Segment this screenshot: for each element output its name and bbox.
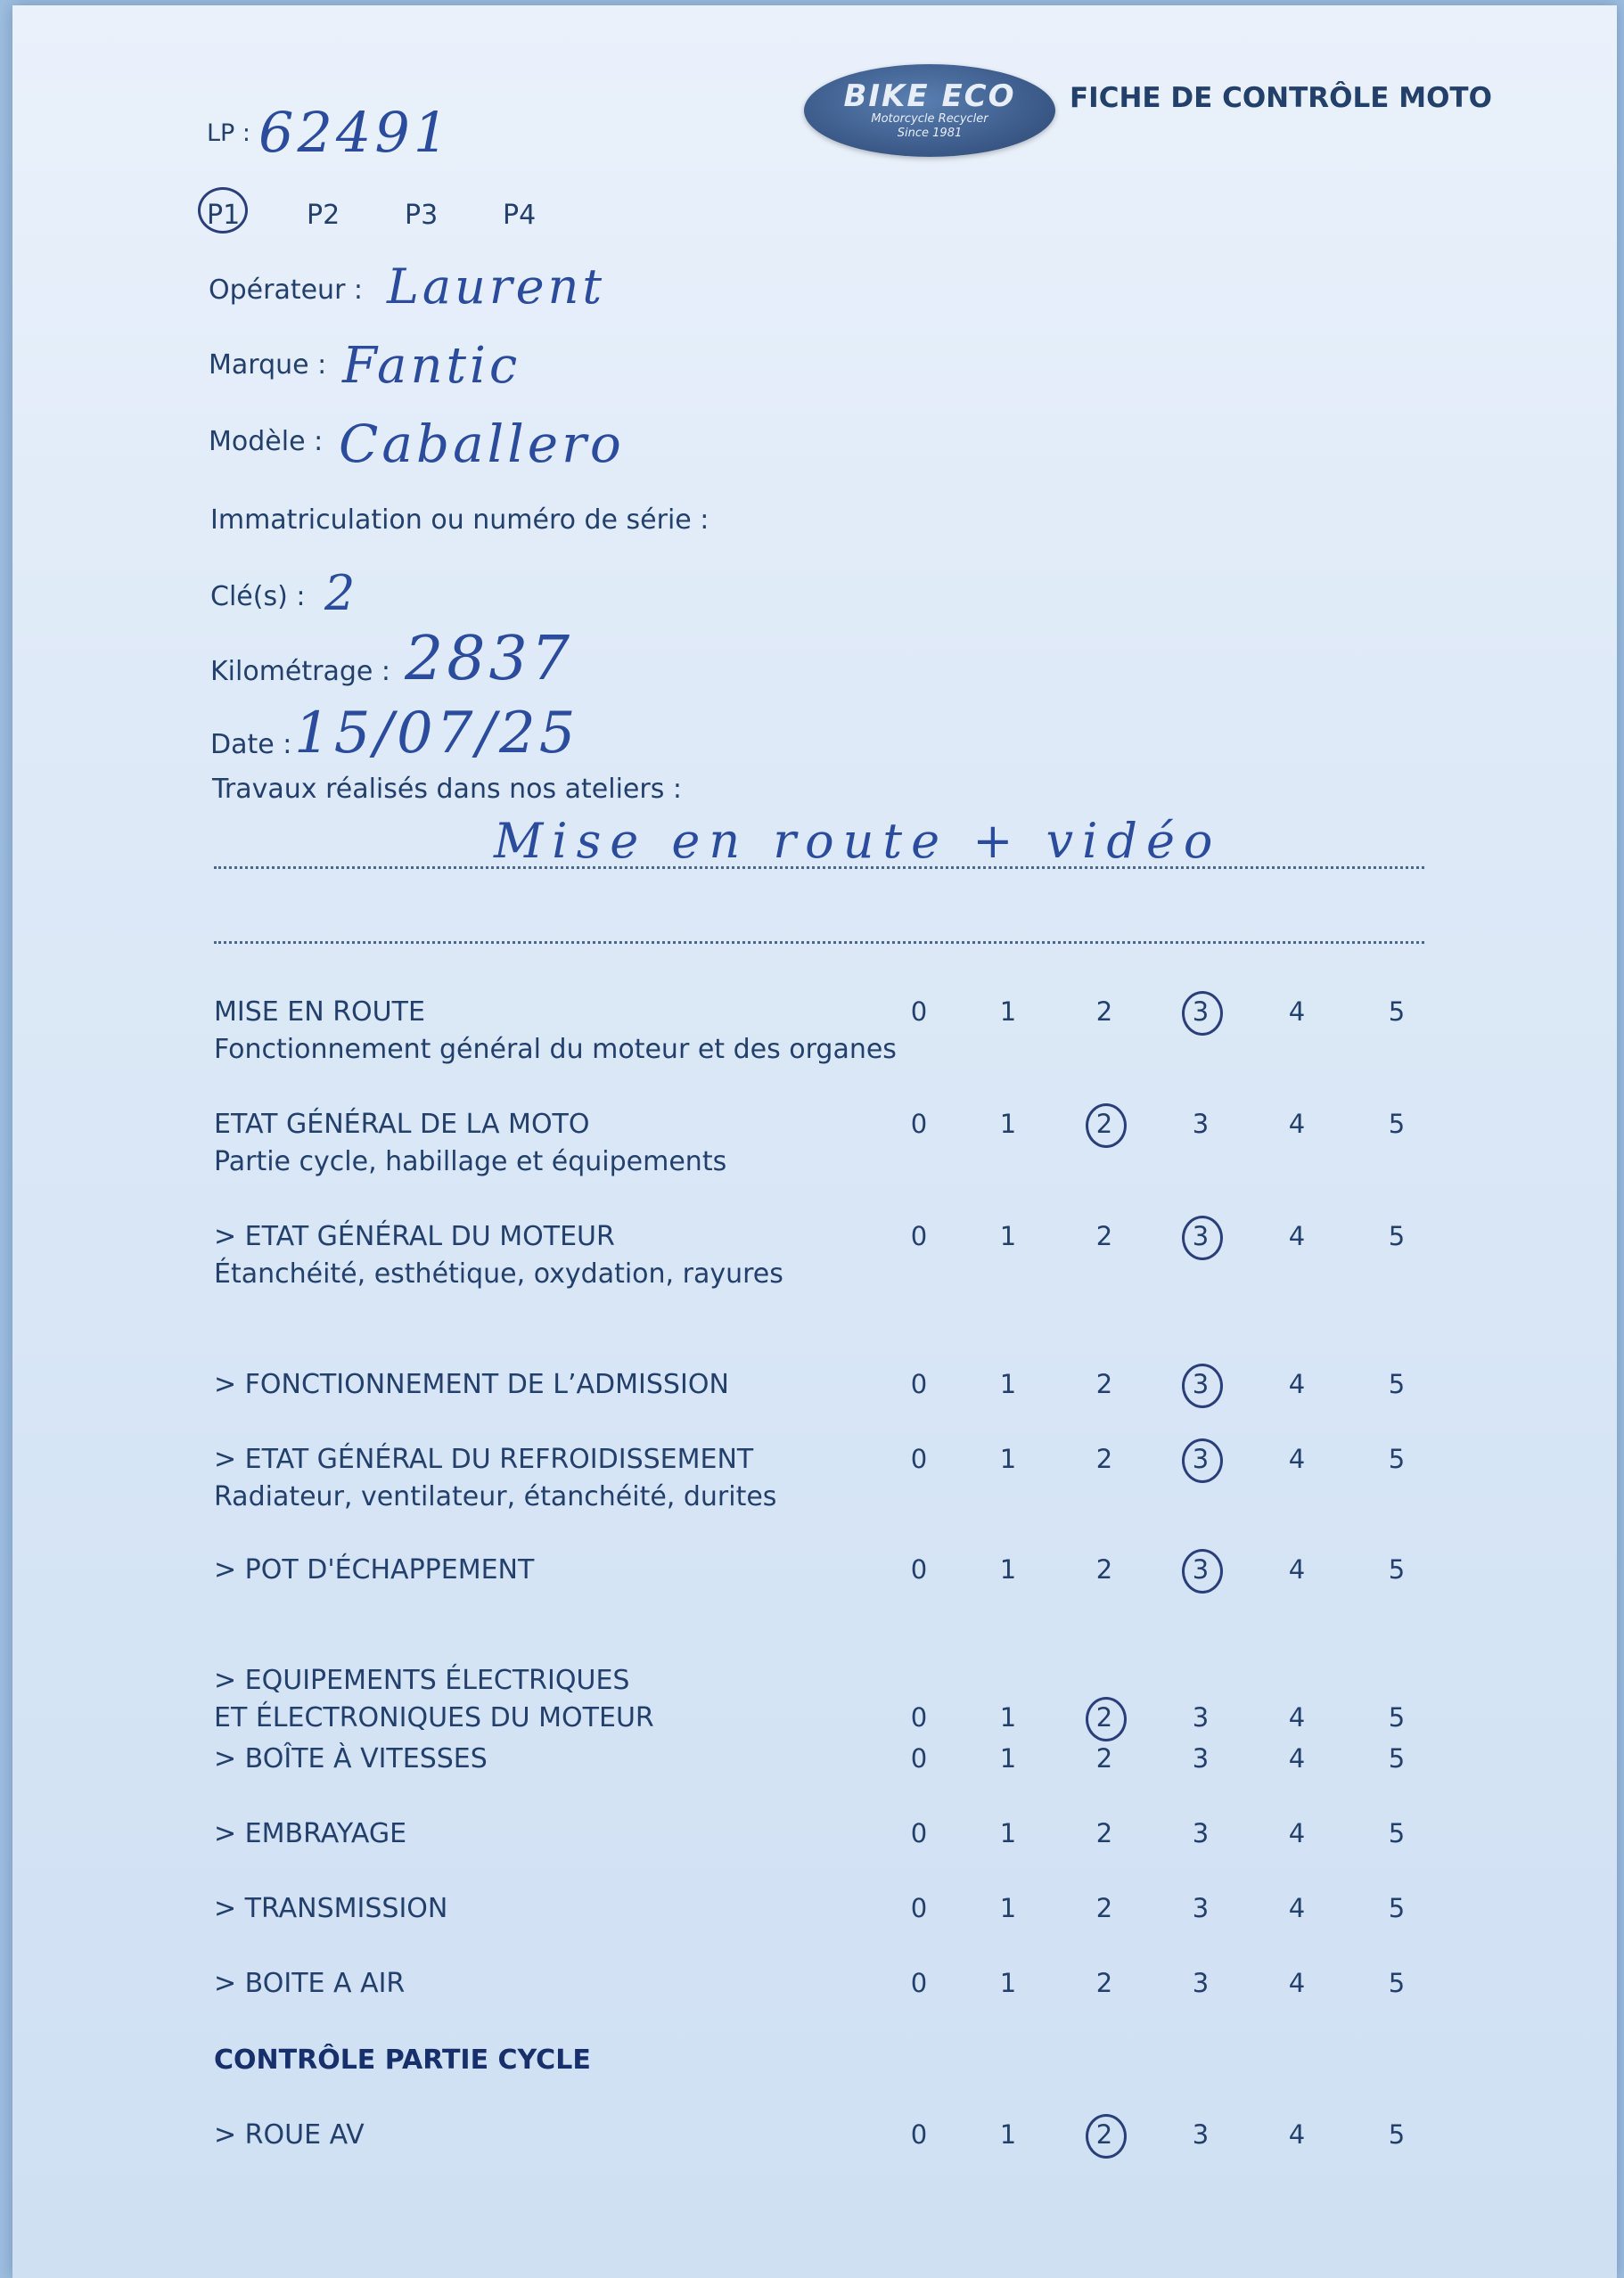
score-option-4[interactable]: 4 <box>1288 1444 1306 1474</box>
score-option-4[interactable]: 4 <box>1288 1818 1306 1848</box>
score-option-2[interactable]: 2 <box>1095 1554 1113 1585</box>
rating-row-subtitle: ET ÉLECTRONIQUES DU MOTEUR <box>214 1702 654 1733</box>
score-option-3[interactable]: 3 <box>1192 1702 1210 1733</box>
immatriculation-label: Immatriculation ou numéro de série : <box>210 504 709 536</box>
score-option-4[interactable]: 4 <box>1288 1221 1306 1251</box>
score-option-4[interactable]: 4 <box>1288 1893 1306 1923</box>
score-option-2[interactable]: 2 <box>1095 1109 1113 1139</box>
score-option-0[interactable]: 0 <box>910 1818 928 1848</box>
rating-row-title: > BOITE A AIR <box>214 1968 406 1999</box>
logo-tagline-1: Motorcycle Recycler <box>871 112 988 126</box>
score-option-5[interactable]: 5 <box>1388 1369 1406 1399</box>
rating-row-subtitle: Radiateur, ventilateur, étanchéité, durites <box>214 1481 777 1512</box>
rating-row-title: > ETAT GÉNÉRAL DU REFROIDISSEMENT <box>214 1444 754 1475</box>
cles-value[interactable]: 2 <box>324 565 359 621</box>
score-option-1[interactable]: 1 <box>999 1444 1017 1474</box>
score-selected-circle <box>1182 1216 1223 1260</box>
rating-row-title: > EQUIPEMENTS ÉLECTRIQUES <box>214 1665 630 1696</box>
score-option-1[interactable]: 1 <box>999 1818 1017 1848</box>
rating-row-title: ETAT GÉNÉRAL DE LA MOTO <box>214 1109 590 1140</box>
bike-eco-logo <box>804 64 1055 157</box>
score-option-5[interactable]: 5 <box>1388 1743 1406 1774</box>
score-option-2[interactable]: 2 <box>1095 1893 1113 1923</box>
kilometrage-value[interactable]: 2837 <box>405 624 574 694</box>
score-option-4[interactable]: 4 <box>1288 996 1306 1027</box>
score-option-2[interactable]: 2 <box>1095 996 1113 1027</box>
position-p4[interactable]: P4 <box>503 200 537 231</box>
score-option-2[interactable]: 2 <box>1095 2119 1113 2150</box>
score-option-1[interactable]: 1 <box>999 1743 1017 1774</box>
rating-row-title: > TRANSMISSION <box>214 1893 448 1924</box>
rating-row-title: > ROUE AV <box>214 2119 365 2151</box>
marque-value[interactable]: Fantic <box>342 337 521 395</box>
score-selected-circle <box>1182 1438 1223 1483</box>
rating-row-title: > ETAT GÉNÉRAL DU MOTEUR <box>214 1221 615 1252</box>
rating-row-title: > EMBRAYAGE <box>214 1818 407 1849</box>
score-option-3[interactable]: 3 <box>1192 1743 1210 1774</box>
score-option-1[interactable]: 1 <box>999 1702 1017 1733</box>
score-option-1[interactable]: 1 <box>999 1554 1017 1585</box>
page-title: FICHE DE CONTRÔLE MOTO <box>1070 82 1492 114</box>
score-option-5[interactable]: 5 <box>1388 1554 1406 1585</box>
date-value[interactable]: 15/07/25 <box>294 701 579 766</box>
score-option-5[interactable]: 5 <box>1388 1968 1406 1998</box>
score-option-5[interactable]: 5 <box>1388 996 1406 1027</box>
score-option-0[interactable]: 0 <box>910 1702 928 1733</box>
score-selected-circle <box>1086 2114 1127 2159</box>
score-option-1[interactable]: 1 <box>999 1109 1017 1139</box>
travaux-label: Travaux réalisés dans nos ateliers : <box>212 774 682 805</box>
score-option-2[interactable]: 2 <box>1095 1369 1113 1399</box>
date-label: Date : <box>210 729 292 760</box>
score-option-2[interactable]: 2 <box>1095 1743 1113 1774</box>
score-option-4[interactable]: 4 <box>1288 1369 1306 1399</box>
score-option-4[interactable]: 4 <box>1288 1702 1306 1733</box>
score-option-2[interactable]: 2 <box>1095 1818 1113 1848</box>
rating-row-title: > FONCTIONNEMENT DE L’ADMISSION <box>214 1369 729 1400</box>
score-option-2[interactable]: 2 <box>1095 1444 1113 1474</box>
inspection-sheet <box>12 5 1617 2278</box>
rating-row-subtitle: Partie cycle, habillage et équipements <box>214 1146 727 1177</box>
position-p3[interactable]: P3 <box>405 200 439 231</box>
position-p1-circle <box>198 187 248 234</box>
score-option-3[interactable]: 3 <box>1192 2119 1210 2150</box>
score-option-3[interactable]: 3 <box>1192 1109 1210 1139</box>
marque-label: Marque : <box>209 349 327 381</box>
rating-row-title: > POT D'ÉCHAPPEMENT <box>214 1554 535 1586</box>
score-option-2[interactable]: 2 <box>1095 1702 1113 1733</box>
position-p1[interactable]: P1 <box>207 200 241 231</box>
score-option-0[interactable]: 0 <box>910 1968 928 1998</box>
score-option-3[interactable]: 3 <box>1192 1968 1210 1998</box>
cles-label: Clé(s) : <box>210 581 306 612</box>
score-option-1[interactable]: 1 <box>999 1893 1017 1923</box>
logo-tagline-2: Since 1981 <box>897 127 963 140</box>
score-option-1[interactable]: 1 <box>999 996 1017 1027</box>
score-option-5[interactable]: 5 <box>1388 1109 1406 1139</box>
score-option-3[interactable]: 3 <box>1192 1554 1210 1585</box>
score-option-0[interactable]: 0 <box>910 2119 928 2150</box>
score-option-4[interactable]: 4 <box>1288 1554 1306 1585</box>
travaux-value[interactable]: Mise en route + vidéo <box>494 813 1222 869</box>
score-option-3[interactable]: 3 <box>1192 1818 1210 1848</box>
score-selected-circle <box>1182 1364 1223 1408</box>
score-selected-circle <box>1086 1697 1127 1741</box>
position-p2[interactable]: P2 <box>307 200 340 231</box>
score-option-1[interactable]: 1 <box>999 2119 1017 2150</box>
score-option-0[interactable]: 0 <box>910 1743 928 1774</box>
score-option-1[interactable]: 1 <box>999 1369 1017 1399</box>
operateur-value[interactable]: Laurent <box>387 258 606 315</box>
score-option-0[interactable]: 0 <box>910 996 928 1027</box>
score-option-5[interactable]: 5 <box>1388 1444 1406 1474</box>
section-title-partie-cycle: CONTRÔLE PARTIE CYCLE <box>214 2044 591 2076</box>
score-option-0[interactable]: 0 <box>910 1893 928 1923</box>
travaux-line-2 <box>214 941 1424 944</box>
score-option-0[interactable]: 0 <box>910 1554 928 1585</box>
score-option-4[interactable]: 4 <box>1288 1109 1306 1139</box>
score-option-4[interactable]: 4 <box>1288 1968 1306 1998</box>
score-option-3[interactable]: 3 <box>1192 1221 1210 1251</box>
rating-row-title: > BOÎTE À VITESSES <box>214 1743 488 1774</box>
rating-row-subtitle: Fonctionnement général du moteur et des organes <box>214 1034 897 1065</box>
score-option-5[interactable]: 5 <box>1388 1702 1406 1733</box>
travaux-line-1 <box>214 866 1424 869</box>
score-option-5[interactable]: 5 <box>1388 1893 1406 1923</box>
score-option-0[interactable]: 0 <box>910 1444 928 1474</box>
score-option-3[interactable]: 3 <box>1192 1893 1210 1923</box>
score-selected-circle <box>1182 991 1223 1036</box>
score-option-2[interactable]: 2 <box>1095 1968 1113 1998</box>
rating-row-subtitle: Étanchéité, esthétique, oxydation, rayures <box>214 1258 783 1290</box>
lp-value: 62491 <box>258 100 453 165</box>
score-option-1[interactable]: 1 <box>999 1968 1017 1998</box>
score-option-3[interactable]: 3 <box>1192 1369 1210 1399</box>
score-option-0[interactable]: 0 <box>910 1109 928 1139</box>
logo-brand: BIKE ECO <box>843 78 1016 114</box>
score-option-2[interactable]: 2 <box>1095 1221 1113 1251</box>
score-option-4[interactable]: 4 <box>1288 1743 1306 1774</box>
kilometrage-label: Kilométrage : <box>210 656 391 687</box>
score-selected-circle <box>1182 1549 1223 1594</box>
score-option-4[interactable]: 4 <box>1288 2119 1306 2150</box>
score-option-3[interactable]: 3 <box>1192 1444 1210 1474</box>
score-option-0[interactable]: 0 <box>910 1369 928 1399</box>
score-selected-circle <box>1086 1103 1127 1148</box>
modele-value[interactable]: Caballero <box>339 414 625 474</box>
score-option-3[interactable]: 3 <box>1192 996 1210 1027</box>
score-option-0[interactable]: 0 <box>910 1221 928 1251</box>
rating-row-title: MISE EN ROUTE <box>214 996 425 1028</box>
score-option-5[interactable]: 5 <box>1388 1221 1406 1251</box>
score-option-5[interactable]: 5 <box>1388 1818 1406 1848</box>
operateur-label: Opérateur : <box>209 275 364 306</box>
score-option-1[interactable]: 1 <box>999 1221 1017 1251</box>
modele-label: Modèle : <box>209 426 324 457</box>
score-option-5[interactable]: 5 <box>1388 2119 1406 2150</box>
lp-label: LP : <box>207 119 251 147</box>
